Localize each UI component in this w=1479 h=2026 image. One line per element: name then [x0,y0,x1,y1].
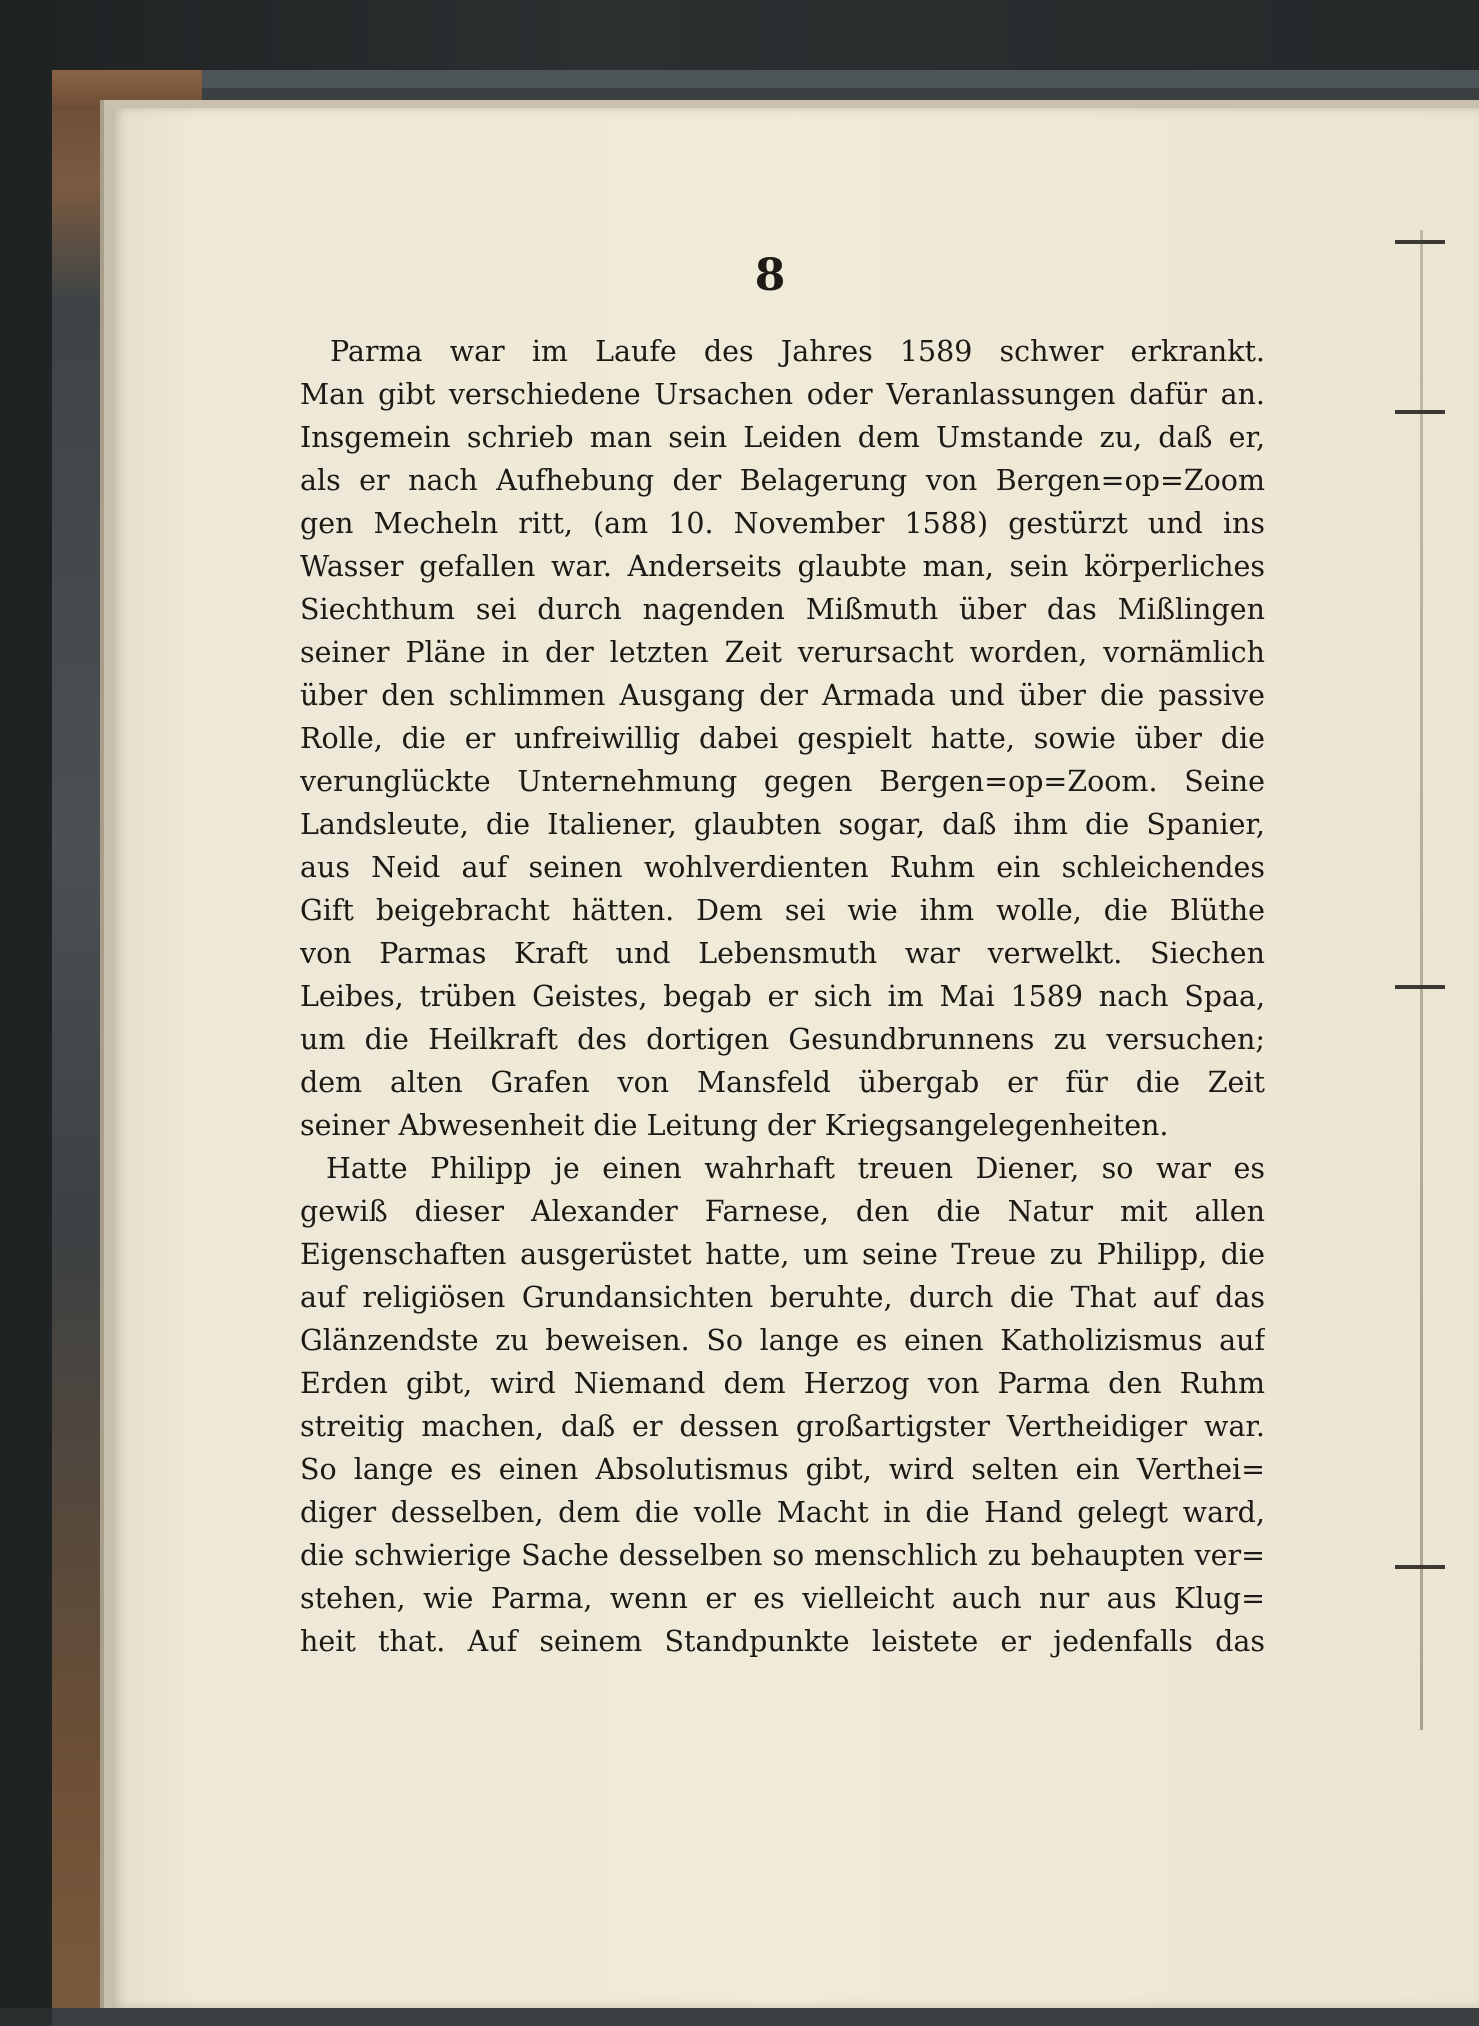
text-line: seiner Abwesenheit die Leitung der Kriegsangelegenheiten. [300,1109,1169,1142]
body-text [300,330,1265,1663]
text-line: um die Heilkraft des dortigen Gesundbrunnens zu versuchen; [300,1023,1265,1056]
text-line: Rolle, die er unfreiwillig dabei gespielt hatte, sowie über die [300,722,1265,755]
text-line: stehen, wie Parma, wenn er es vielleicht auch nur aus Klug= [300,1582,1265,1615]
text-line: gen Mecheln ritt, (am 10. November 1588) gestürzt und ins [300,507,1265,540]
text-line: Leibes, trüben Geistes, begab er sich im Mai 1589 nach Spaa, [300,980,1265,1013]
book-spine [52,70,104,2008]
text-line: verunglückte Unternehmung gegen Bergen=op=Zoom. Seine [300,765,1265,798]
page-number: 8 [754,250,786,301]
text-line: Parma war im Laufe des Jahres 1589 schwer erkrankt. [330,335,1265,368]
text-line: Siechthum sei durch nagenden Mißmuth über das Mißlingen [300,593,1265,626]
text-line: über den schlimmen Ausgang der Armada und über die passive [300,679,1265,712]
binding-stitch [1395,985,1445,989]
text-line: heit that. Auf seinem Standpunkte leistete er jedenfalls das [300,1625,1265,1658]
text-line: gewiß dieser Alexander Farnese, den die Natur mit allen [300,1195,1265,1228]
text-line: Man gibt verschiedene Ursachen oder Veranlassungen dafür an. [300,378,1265,411]
binding-thread [1420,230,1423,1730]
text-line: Glänzendste zu beweisen. So lange es einen Katholizismus auf [300,1324,1265,1357]
binding-stitch [1395,410,1445,414]
text-line: Hatte Philipp je einen wahrhaft treuen Diener, so war es [326,1152,1265,1185]
text-line: Insgemein schrieb man sein Leiden dem Umstande zu, daß er, [300,421,1265,454]
text-line: die schwierige Sache desselben so menschlich zu behaupten ver= [300,1539,1265,1572]
text-line: dem alten Grafen von Mansfeld übergab er für die Zeit [300,1066,1265,1099]
text-line: Eigenschaften ausgerüstet hatte, um seine Treue zu Philipp, die [300,1238,1265,1271]
text-line: Landsleute, die Italiener, glaubten sogar, daß ihm die Spanier, [300,808,1265,841]
text-line: streitig machen, daß er dessen großartigster Vertheidiger war. [300,1410,1265,1443]
text-line: auf religiösen Grundansichten beruhte, durch die That auf das [300,1281,1265,1314]
text-line: Erden gibt, wird Niemand dem Herzog von Parma den Ruhm [300,1367,1265,1400]
binding-stitch [1395,240,1445,244]
text-line: Wasser gefallen war. Anderseits glaubte man, sein körperliches [300,550,1265,583]
binding-stitch [1395,1565,1445,1569]
text-line: als er nach Aufhebung der Belagerung von Bergen=op=Zoom [300,464,1265,497]
text-line: aus Neid auf seinen wohlverdienten Ruhm ein schleichendes [300,851,1265,884]
text-line: seiner Pläne in der letzten Zeit verursacht worden, vornämlich [300,636,1265,669]
text-line: diger desselben, dem die volle Macht in die Hand gelegt ward, [300,1496,1265,1529]
text-line: von Parmas Kraft und Lebensmuth war verwelkt. Siechen [300,937,1265,970]
text-line: So lange es einen Absolutismus gibt, wird selten ein Verthei= [300,1453,1265,1486]
text-line: Gift beigebracht hätten. Dem sei wie ihm wolle, die Blüthe [300,894,1265,927]
